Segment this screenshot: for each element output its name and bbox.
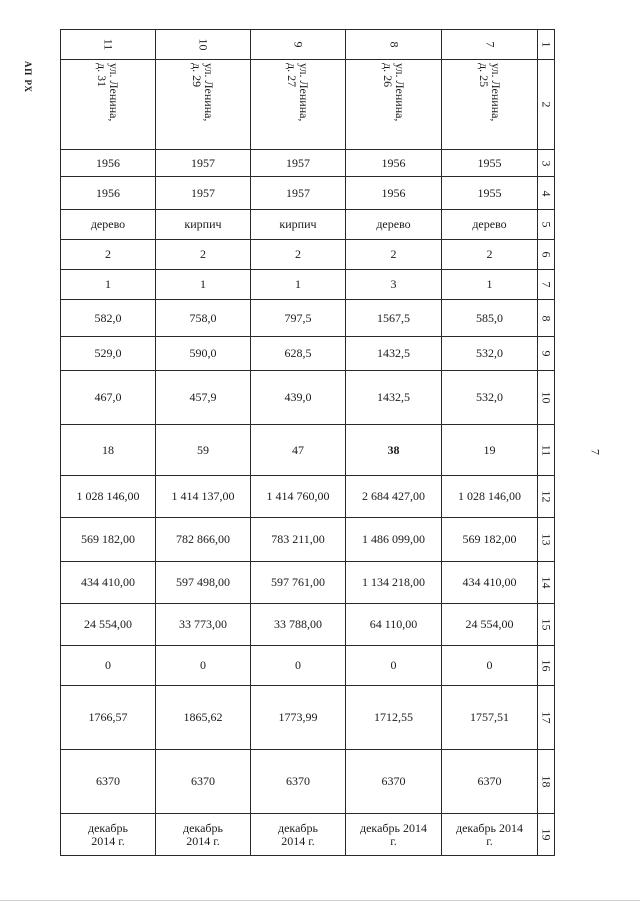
row-number: 12 [538, 476, 555, 518]
address-cell: ул. Ленина, д. 31 [61, 60, 156, 150]
table-cell: 797,5 [251, 300, 346, 337]
address-cell: ул. Ленина, д. 25 [442, 60, 538, 150]
address-row [61, 60, 555, 150]
row-number: 9 [538, 337, 555, 371]
row-number: 19 [538, 814, 555, 856]
column-number: 10 [156, 30, 251, 60]
table-cell: кирпич [156, 210, 251, 240]
table-cell: 783 211,00 [251, 518, 346, 562]
row-number: 1 [538, 30, 555, 60]
row-number: 5 [538, 210, 555, 240]
table-cell: 1957 [156, 177, 251, 210]
table-cell: 0 [442, 646, 538, 686]
table-cell: 38 [346, 425, 442, 476]
table-cell: декабрь 2014 г. [251, 814, 346, 856]
address-cell: ул. Ленина, д. 27 [251, 60, 346, 150]
table-cell: 1 [61, 270, 156, 300]
table-cell: 2 684 427,00 [346, 476, 442, 518]
table-cell: 18 [61, 425, 156, 476]
table-row [61, 814, 555, 856]
table-cell: 1712,55 [346, 686, 442, 750]
table-cell: 47 [251, 425, 346, 476]
table-cell: 2 [251, 240, 346, 270]
row-number: 14 [538, 562, 555, 604]
address-cell: ул. Ленина, д. 26 [346, 60, 442, 150]
table-row [61, 646, 555, 686]
table-cell: 1957 [251, 177, 346, 210]
table-cell: 628,5 [251, 337, 346, 371]
table-row [61, 240, 555, 270]
table-cell: 582,0 [61, 300, 156, 337]
table-cell: 1 [251, 270, 346, 300]
table-cell: 1955 [442, 150, 538, 177]
row-number: 13 [538, 518, 555, 562]
table-cell: 434 410,00 [442, 562, 538, 604]
column-number: 11 [61, 30, 156, 60]
table-row [61, 476, 555, 518]
column-number: 7 [442, 30, 538, 60]
table-cell: 2 [156, 240, 251, 270]
table-row [61, 518, 555, 562]
table-row [61, 150, 555, 177]
table-cell: 1 [156, 270, 251, 300]
row-number: 18 [538, 750, 555, 814]
table-cell: 585,0 [442, 300, 538, 337]
table-cell: 1 028 146,00 [442, 476, 538, 518]
table-cell: 19 [442, 425, 538, 476]
table-row [61, 750, 555, 814]
row-number: 4 [538, 177, 555, 210]
bottom-rule [0, 900, 640, 901]
table-cell: 3 [346, 270, 442, 300]
table-cell: дерево [61, 210, 156, 240]
table-cell: 1955 [442, 177, 538, 210]
table-cell: 532,0 [442, 337, 538, 371]
table-row [61, 210, 555, 240]
table-cell: 2 [346, 240, 442, 270]
table-cell: дерево [442, 210, 538, 240]
table-cell: декабрь 2014 г. [61, 814, 156, 856]
table-cell: 6370 [346, 750, 442, 814]
table-row [61, 371, 555, 425]
column-number: 8 [346, 30, 442, 60]
table-cell: 1 414 760,00 [251, 476, 346, 518]
table-cell: 590,0 [156, 337, 251, 371]
table-row [61, 604, 555, 646]
table-cell: 1957 [251, 150, 346, 177]
table-cell: 24 554,00 [442, 604, 538, 646]
archive-stamp: АП РХ [23, 60, 33, 94]
table-cell: 532,0 [442, 371, 538, 425]
table-cell: 1 [442, 270, 538, 300]
table-cell: 1956 [346, 177, 442, 210]
table-cell: 457,9 [156, 371, 251, 425]
table-cell: кирпич [251, 210, 346, 240]
table-row [61, 686, 555, 750]
table-cell: 1773,99 [251, 686, 346, 750]
table-cell: 569 182,00 [61, 518, 156, 562]
table-cell: 0 [251, 646, 346, 686]
table-cell: 529,0 [61, 337, 156, 371]
row-number: 17 [538, 686, 555, 750]
table-cell: 59 [156, 425, 251, 476]
table-cell: 6370 [61, 750, 156, 814]
table-cell: 782 866,00 [156, 518, 251, 562]
table-cell: 2 [442, 240, 538, 270]
table-cell: 1 414 137,00 [156, 476, 251, 518]
table-cell: 6370 [156, 750, 251, 814]
table-cell: 2 [61, 240, 156, 270]
table-row [61, 270, 555, 300]
table-cell: декабрь 2014 г. [442, 814, 538, 856]
table-cell: 1 134 218,00 [346, 562, 442, 604]
address-cell: ул. Ленина, д. 29 [156, 60, 251, 150]
table-cell: 33 773,00 [156, 604, 251, 646]
table-row [61, 425, 555, 476]
housing-table [60, 29, 555, 856]
table-cell: 0 [61, 646, 156, 686]
table-cell: 434 410,00 [61, 562, 156, 604]
table-cell: 64 110,00 [346, 604, 442, 646]
row-number: 7 [538, 270, 555, 300]
table-cell: декабрь 2014 г. [156, 814, 251, 856]
table-cell: 6370 [251, 750, 346, 814]
table-cell: 1956 [61, 150, 156, 177]
table-cell: 0 [156, 646, 251, 686]
row-number: 15 [538, 604, 555, 646]
row-number: 6 [538, 240, 555, 270]
row-number: 8 [538, 300, 555, 337]
table-cell: 0 [346, 646, 442, 686]
table-cell: 597 761,00 [251, 562, 346, 604]
table-cell: 1956 [61, 177, 156, 210]
table-cell: 1766,57 [61, 686, 156, 750]
table-cell: 1 028 146,00 [61, 476, 156, 518]
table-cell: 1865,62 [156, 686, 251, 750]
table-cell: 24 554,00 [61, 604, 156, 646]
table-cell: 1 486 099,00 [346, 518, 442, 562]
row-number: 16 [538, 646, 555, 686]
table-cell: 1957 [156, 150, 251, 177]
table-row [61, 562, 555, 604]
row-number: 10 [538, 371, 555, 425]
table-cell: декабрь 2014 г. [346, 814, 442, 856]
table-row [61, 300, 555, 337]
table-cell: 569 182,00 [442, 518, 538, 562]
page-number: 7 [588, 449, 603, 455]
row-number: 2 [538, 60, 555, 150]
table-cell: 1567,5 [346, 300, 442, 337]
table-cell: 1432,5 [346, 337, 442, 371]
table-row [61, 337, 555, 371]
table-cell: 758,0 [156, 300, 251, 337]
table-cell: 467,0 [61, 371, 156, 425]
table-cell: 597 498,00 [156, 562, 251, 604]
column-number-row [61, 30, 555, 60]
table-cell: дерево [346, 210, 442, 240]
table-cell: 33 788,00 [251, 604, 346, 646]
table-cell: 6370 [442, 750, 538, 814]
column-number: 9 [251, 30, 346, 60]
table-row [61, 177, 555, 210]
table-cell: 439,0 [251, 371, 346, 425]
table-cell: 1432,5 [346, 371, 442, 425]
row-number: 11 [538, 425, 555, 476]
table-cell: 1757,51 [442, 686, 538, 750]
row-number: 3 [538, 150, 555, 177]
table-cell: 1956 [346, 150, 442, 177]
